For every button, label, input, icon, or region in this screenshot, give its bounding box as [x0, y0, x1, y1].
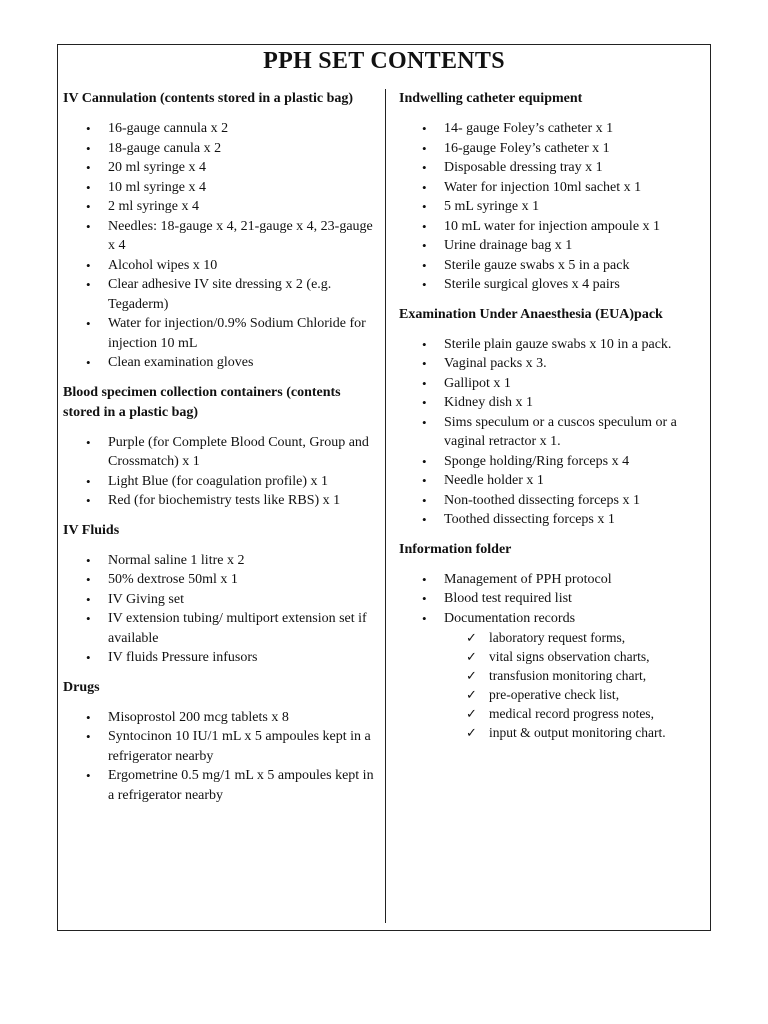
checklist-item — [399, 704, 705, 723]
list-item-text: Sterile surgical gloves x 4 pairs — [444, 277, 620, 292]
bullet-icon: • — [86, 572, 91, 587]
list-item — [63, 217, 375, 256]
section-heading-information-folder: Information folder — [399, 541, 512, 557]
checkmark-icon: ✓ — [466, 706, 477, 721]
bullet-icon: • — [422, 473, 427, 488]
bullet-icon: • — [86, 591, 91, 607]
list-item — [63, 570, 375, 590]
bullet-icon: • — [86, 121, 91, 136]
bullet-icon: • — [86, 709, 91, 725]
bullet-icon: • — [422, 395, 427, 410]
checklist-item-text: pre-operative check list, — [489, 687, 620, 702]
bullet-icon: • — [422, 218, 427, 234]
left-column — [63, 89, 375, 815]
bullet-icon: • — [422, 121, 427, 136]
bullet-icon: • — [86, 160, 91, 175]
section-heading-blood-specimen-collection-containers-con: Blood specimen collection containers (contents stored in a plastic bag) — [63, 384, 341, 420]
list-item — [399, 413, 705, 452]
list-item-text: Documentation records — [444, 610, 576, 626]
section-heading-examination-under-anaesthesia-eua-pack: Examination Under Anaesthesia (EUA)pack — [399, 306, 663, 322]
checkmark-icon: ✓ — [466, 649, 477, 664]
list-item — [399, 354, 705, 374]
list-item — [63, 727, 375, 766]
list-item-text: Toothed dissecting forceps x 1 — [444, 512, 615, 527]
checklist-item-text: transfusion monitoring chart, — [489, 668, 647, 683]
pph-set-contents-box — [57, 44, 711, 931]
list-item — [63, 590, 375, 610]
list-item — [399, 275, 705, 295]
item-list — [399, 570, 705, 629]
bullet-icon: • — [422, 179, 427, 195]
item-list — [63, 708, 375, 806]
list-item-text: Water for injection/0.9% Sodium Chloride for injection 10 mL — [108, 316, 366, 351]
list-item — [399, 393, 705, 413]
list-item — [399, 178, 705, 198]
list-item-text: Clear adhesive IV site dressing x 2 (e.g. Tegaderm) — [108, 277, 332, 312]
list-item — [63, 119, 375, 139]
checklist-item-text: laboratory request forms, — [489, 630, 626, 645]
bullet-icon: • — [422, 591, 427, 606]
checklist — [399, 628, 705, 742]
list-item — [63, 491, 375, 511]
list-item — [63, 433, 375, 472]
bullet-icon: • — [422, 512, 427, 527]
checklist-item — [399, 723, 705, 742]
bullet-icon: • — [422, 257, 427, 273]
list-item-text: Needle holder x 1 — [444, 473, 544, 488]
checklist-item — [399, 647, 705, 666]
list-item-text: Non-toothed dissecting forceps x 1 — [444, 492, 640, 508]
list-item-text: Sterile gauze swabs x 5 in a pack — [444, 257, 630, 273]
item-list — [399, 335, 705, 530]
checklist-item — [399, 666, 705, 685]
bullet-icon: • — [86, 473, 91, 489]
list-item — [399, 570, 705, 590]
item-list — [399, 119, 705, 295]
list-item — [399, 471, 705, 491]
bullet-icon: • — [86, 257, 91, 273]
list-item — [399, 491, 705, 511]
list-item-text: 2 ml syringe x 4 — [108, 199, 199, 214]
list-item-text: 10 mL water for injection ampoule x 1 — [444, 218, 661, 234]
bullet-icon: • — [86, 179, 91, 195]
list-item — [63, 708, 375, 728]
checklist-item-text: input & output monitoring chart. — [489, 725, 666, 740]
list-item — [63, 256, 375, 276]
list-item-text: Red (for biochemistry tests like RBS) x 1 — [108, 493, 341, 508]
list-item — [399, 158, 705, 178]
bullet-icon: • — [422, 356, 427, 371]
list-item-text: Kidney dish x 1 — [444, 395, 534, 410]
list-item — [399, 452, 705, 472]
list-item-text: 16-gauge Foley’s catheter x 1 — [444, 140, 610, 156]
list-item-text: Gallipot x 1 — [444, 375, 511, 391]
bullet-icon: • — [422, 336, 427, 352]
list-item — [399, 589, 705, 609]
bullet-icon: • — [86, 552, 91, 568]
list-item-text: 5 mL syringe x 1 — [444, 199, 540, 214]
bullet-icon: • — [86, 316, 91, 331]
list-item-text: IV extension tubing/ multiport extension set if available — [108, 611, 367, 646]
item-list — [63, 119, 375, 373]
list-item-text: 50% dextrose 50ml x 1 — [108, 572, 238, 587]
list-item — [63, 609, 375, 648]
bullet-icon: • — [86, 768, 91, 783]
bullet-icon: • — [86, 611, 91, 626]
list-item-text: Clean examination gloves — [108, 355, 254, 370]
section-heading-drugs: Drugs — [63, 679, 100, 695]
checkmark-icon: ✓ — [466, 668, 477, 683]
list-item-text: Sponge holding/Ring forceps x 4 — [444, 453, 630, 469]
list-item — [63, 178, 375, 198]
list-item-text: Syntocinon 10 IU/1 mL x 5 ampoules kept in a refrigerator nearby — [108, 729, 371, 764]
list-item-text: Urine drainage bag x 1 — [444, 238, 573, 253]
list-item — [399, 609, 705, 629]
bullet-icon: • — [422, 277, 427, 292]
list-item-text: Light Blue (for coagulation profile) x 1 — [108, 473, 329, 489]
bullet-icon: • — [422, 199, 427, 214]
list-item — [399, 217, 705, 237]
list-item-text: Water for injection 10ml sachet x 1 — [444, 179, 642, 195]
checklist-item-text: medical record progress notes, — [489, 706, 654, 721]
list-item — [63, 314, 375, 353]
bullet-icon: • — [422, 492, 427, 508]
list-item-text: Sims speculum or a cuscos speculum or a vaginal retractor x 1. — [444, 414, 677, 449]
bullet-icon: • — [422, 414, 427, 430]
list-item-text: 10 ml syringe x 4 — [108, 179, 206, 195]
list-item-text: 16-gauge cannula x 2 — [108, 121, 229, 136]
list-item — [63, 275, 375, 314]
list-item-text: Sterile plain gauze swabs x 10 in a pack. — [444, 336, 672, 352]
list-item — [399, 119, 705, 139]
list-item-text: Blood test required list — [444, 591, 572, 606]
list-item — [399, 236, 705, 256]
bullet-icon: • — [86, 650, 91, 665]
column-divider — [385, 89, 386, 923]
right-column — [399, 89, 705, 742]
bullet-icon: • — [86, 493, 91, 508]
list-item — [63, 158, 375, 178]
list-item — [399, 256, 705, 276]
bullet-icon: • — [422, 375, 427, 391]
list-item — [399, 374, 705, 394]
list-item — [63, 197, 375, 217]
checklist-item — [399, 685, 705, 704]
list-item-text: 20 ml syringe x 4 — [108, 160, 206, 175]
list-item — [63, 472, 375, 492]
bullet-icon: • — [86, 277, 91, 292]
list-item — [399, 197, 705, 217]
list-item-text: Alcohol wipes x 10 — [108, 257, 218, 273]
list-item-text: 14- gauge Foley’s catheter x 1 — [444, 121, 614, 136]
list-item-text: IV fluids Pressure infusors — [108, 650, 258, 665]
bullet-icon: • — [422, 238, 427, 253]
bullet-icon: • — [86, 729, 91, 744]
bullet-icon: • — [422, 453, 427, 469]
checklist-item — [399, 628, 705, 647]
checkmark-icon: ✓ — [466, 687, 477, 702]
bullet-icon: • — [86, 218, 91, 234]
list-item-text: Needles: 18-gauge x 4, 21-gauge x 4, 23-gauge x 4 — [108, 218, 373, 253]
page-title: PPH SET CONTENTS — [263, 48, 505, 74]
list-item — [63, 139, 375, 159]
bullet-icon: • — [86, 434, 91, 450]
list-item — [63, 353, 375, 373]
list-item — [399, 510, 705, 530]
checkmark-icon: ✓ — [466, 630, 477, 645]
bullet-icon: • — [422, 571, 427, 587]
section-heading-iv-fluids: IV Fluids — [63, 522, 120, 538]
list-item — [63, 766, 375, 805]
list-item-text: Purple (for Complete Blood Count, Group and Crossmatch) x 1 — [108, 434, 369, 469]
checkmark-icon: ✓ — [466, 725, 477, 740]
bullet-icon: • — [422, 610, 427, 626]
list-item-text: Ergometrine 0.5 mg/1 mL x 5 ampoules kept in a refrigerator nearby — [108, 768, 374, 803]
bullet-icon: • — [86, 199, 91, 214]
bullet-icon: • — [86, 355, 91, 370]
list-item-text: Management of PPH protocol — [444, 571, 612, 587]
item-list — [63, 433, 375, 511]
section-heading-indwelling-catheter-equipment: Indwelling catheter equipment — [399, 91, 583, 106]
list-item-text: IV Giving set — [108, 591, 184, 607]
list-item-text: Vaginal packs x 3. — [444, 356, 547, 371]
list-item-text: Disposable dressing tray x 1 — [444, 160, 603, 175]
list-item — [63, 551, 375, 571]
list-item-text: Normal saline 1 litre x 2 — [108, 552, 245, 568]
list-item — [63, 648, 375, 668]
section-heading-iv-cannulation-contents-stored-in-a-plas: IV Cannulation (contents stored in a plastic bag) — [63, 91, 354, 106]
list-item — [399, 335, 705, 355]
list-item-text: 18-gauge canula x 2 — [108, 140, 222, 156]
bullet-icon: • — [86, 140, 91, 156]
item-list — [63, 551, 375, 668]
bullet-icon: • — [422, 140, 427, 156]
list-item — [399, 139, 705, 159]
list-item-text: Misoprostol 200 mcg tablets x 8 — [108, 709, 289, 725]
checklist-item-text: vital signs observation charts, — [489, 649, 650, 664]
bullet-icon: • — [422, 160, 427, 175]
